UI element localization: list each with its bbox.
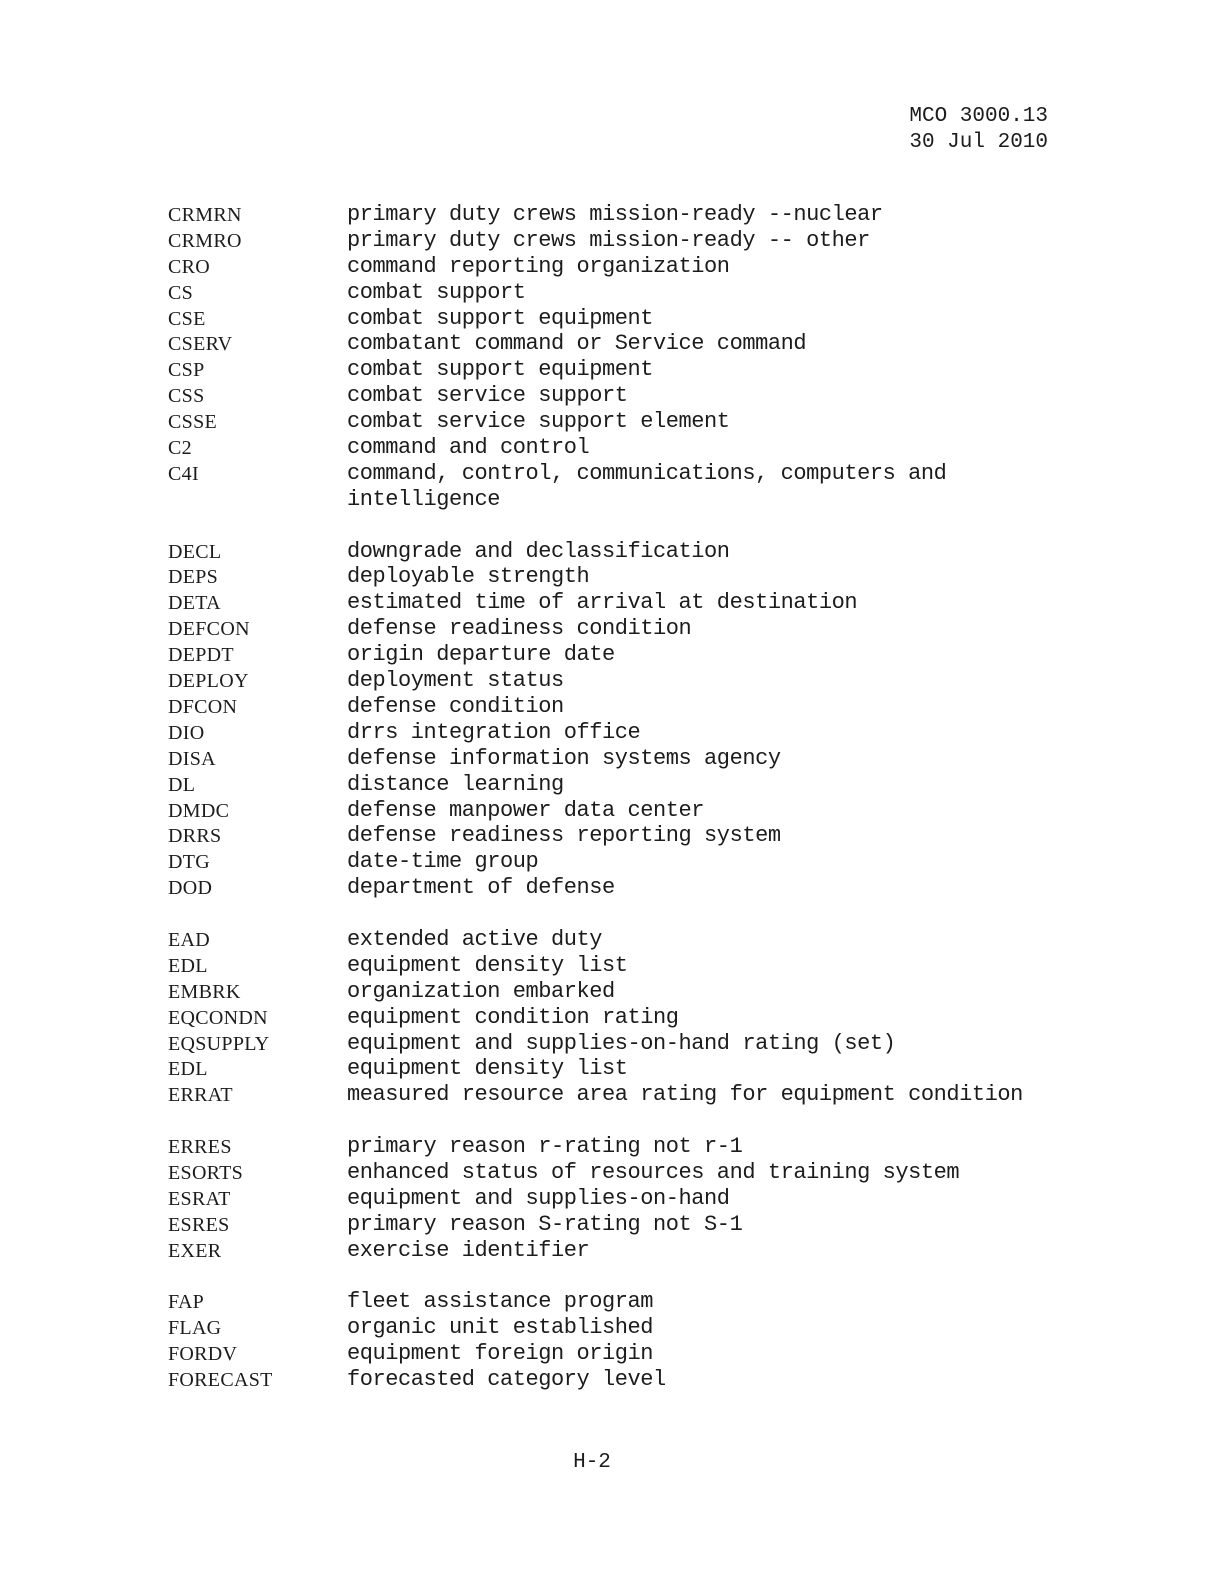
acronym: DEPS	[168, 566, 219, 589]
acronym: CS	[168, 281, 194, 304]
acronym: CSS	[168, 385, 205, 408]
acronym: DECL	[168, 540, 222, 563]
definition: exercise identifier	[347, 1237, 590, 1263]
list-item	[0, 435, 1224, 461]
definition: defense manpower data center	[347, 797, 705, 823]
list-item	[0, 616, 1224, 642]
acronym: DMDC	[168, 799, 230, 822]
definition: enhanced status of resources and training system	[347, 1159, 960, 1185]
definition: primary reason S-rating not S-1	[347, 1211, 743, 1237]
definition: measured resource area rating for equipment condition	[347, 1082, 1023, 1108]
definition: equipment density list	[347, 952, 628, 978]
list-item	[0, 1341, 1224, 1367]
definition: equipment condition rating	[347, 1004, 679, 1030]
acronym: CRMRN	[168, 204, 242, 226]
acronym: C2	[168, 437, 192, 460]
definition: deployable strength	[347, 564, 590, 590]
definition: primary duty crews mission-ready -- other	[347, 227, 870, 253]
definition: combat support equipment	[347, 305, 654, 331]
definition: combatant command or Service command	[347, 331, 807, 357]
acronym: ESRAT	[168, 1187, 231, 1210]
list-item	[0, 1212, 1224, 1238]
acronym: FAP	[168, 1291, 205, 1314]
acronym: EDL	[168, 954, 208, 977]
definition: fleet assistance program	[347, 1289, 654, 1315]
list-item	[0, 746, 1224, 772]
section-gap	[0, 1264, 1224, 1290]
acronym: DISA	[168, 747, 216, 770]
acronym-list	[0, 202, 1224, 1393]
list-item	[0, 1160, 1224, 1186]
list-item	[0, 280, 1224, 306]
list-item	[0, 409, 1224, 435]
definition: combat support equipment	[347, 357, 654, 383]
list-item	[0, 1031, 1224, 1057]
definition: date-time group	[347, 849, 539, 875]
acronym: DIO	[168, 721, 205, 744]
acronym: ESRES	[168, 1213, 230, 1236]
acronym: EDL	[168, 1058, 208, 1081]
definition: organic unit established	[347, 1315, 654, 1341]
acronym: CSP	[168, 359, 205, 382]
acronym: CRMRO	[168, 229, 242, 252]
acronym: FLAG	[168, 1317, 222, 1340]
definition: extended active duty	[347, 926, 603, 952]
definition: combat service support element	[347, 409, 730, 435]
definition: defense information systems agency	[347, 745, 781, 771]
acronym: EAD	[168, 928, 211, 951]
document-date: 30 Jul 2010	[909, 131, 1048, 154]
list-item	[0, 1367, 1224, 1393]
acronym: DEPLOY	[168, 670, 249, 693]
list-item	[0, 642, 1224, 668]
list-item	[0, 331, 1224, 357]
section-gap	[0, 901, 1224, 927]
list-item	[0, 875, 1224, 901]
section-gap	[0, 513, 1224, 539]
definition: downgrade and declassification	[347, 538, 730, 564]
acronym: ERRES	[168, 1136, 232, 1159]
definition: primary reason r-rating not r-1	[347, 1134, 743, 1160]
acronym: DRRS	[168, 825, 222, 848]
definition: combat service support	[347, 383, 628, 409]
list-item	[0, 823, 1224, 849]
definition: primary duty crews mission-ready --nuclear	[347, 202, 883, 227]
definition: defense condition	[347, 693, 564, 719]
list-item	[0, 979, 1224, 1005]
definition: command, control, communications, computers and intelligence	[347, 460, 947, 512]
list-item	[0, 927, 1224, 953]
definition: department of defense	[347, 875, 615, 901]
acronym: FORDV	[168, 1343, 238, 1366]
definition: organization embarked	[347, 978, 615, 1004]
list-item	[0, 202, 1224, 228]
acronym: DOD	[168, 877, 213, 900]
list-item	[0, 1082, 1224, 1134]
acronym: EQSUPPLY	[168, 1032, 270, 1055]
list-item	[0, 849, 1224, 875]
acronym: FORECAST	[168, 1369, 273, 1392]
acronym: EQCONDN	[168, 1006, 268, 1029]
list-item	[0, 1289, 1224, 1315]
list-item	[0, 953, 1224, 979]
list-item	[0, 1134, 1224, 1160]
definition: command and control	[347, 435, 590, 461]
list-item	[0, 798, 1224, 824]
list-item	[0, 564, 1224, 590]
list-item	[0, 1186, 1224, 1212]
acronym: ESORTS	[168, 1161, 244, 1184]
list-item	[0, 772, 1224, 798]
definition: command reporting organization	[347, 253, 730, 279]
list-item	[0, 254, 1224, 280]
definition: combat support	[347, 279, 526, 305]
acronym: C4I	[168, 462, 199, 485]
definition: equipment foreign origin	[347, 1341, 654, 1367]
acronym: EXER	[168, 1239, 222, 1262]
definition: distance learning	[347, 771, 564, 797]
list-item	[0, 1056, 1224, 1082]
acronym: CSSE	[168, 411, 218, 434]
acronym: CSERV	[168, 333, 233, 356]
acronym: CRO	[168, 255, 211, 278]
list-item	[0, 694, 1224, 720]
acronym: EMBRK	[168, 980, 241, 1003]
definition: equipment density list	[347, 1056, 628, 1082]
definition: equipment and supplies-on-hand rating (set)	[347, 1030, 896, 1056]
document-number: MCO 3000.13	[909, 105, 1048, 128]
definition: origin departure date	[347, 642, 615, 668]
list-item	[0, 590, 1224, 616]
list-item	[0, 461, 1224, 513]
list-item	[0, 1315, 1224, 1341]
list-item	[0, 383, 1224, 409]
list-item	[0, 720, 1224, 746]
acronym: DEFCON	[168, 618, 250, 641]
definition: equipment and supplies-on-hand	[347, 1185, 730, 1211]
page-number: H-2	[573, 1451, 611, 1474]
list-item	[0, 357, 1224, 383]
list-item	[0, 1238, 1224, 1264]
definition: drrs integration office	[347, 719, 641, 745]
definition: deployment status	[347, 668, 564, 694]
acronym: DFCON	[168, 695, 238, 718]
list-item	[0, 539, 1224, 565]
acronym: DTG	[168, 851, 211, 874]
definition: defense readiness condition	[347, 616, 692, 642]
list-item	[0, 1005, 1224, 1031]
list-item	[0, 228, 1224, 254]
list-item	[0, 306, 1224, 332]
acronym: DEPDT	[168, 644, 234, 667]
acronym: ERRAT	[168, 1084, 233, 1107]
page-footer	[0, 1450, 1224, 1476]
definition: defense readiness reporting system	[347, 823, 781, 849]
acronym: DL	[168, 773, 196, 796]
acronym: DETA	[168, 592, 221, 615]
definition: forecasted category level	[347, 1367, 666, 1393]
definition: estimated time of arrival at destination	[347, 590, 858, 616]
acronym: CSE	[168, 307, 206, 330]
document-header	[909, 104, 1048, 156]
list-item	[0, 668, 1224, 694]
